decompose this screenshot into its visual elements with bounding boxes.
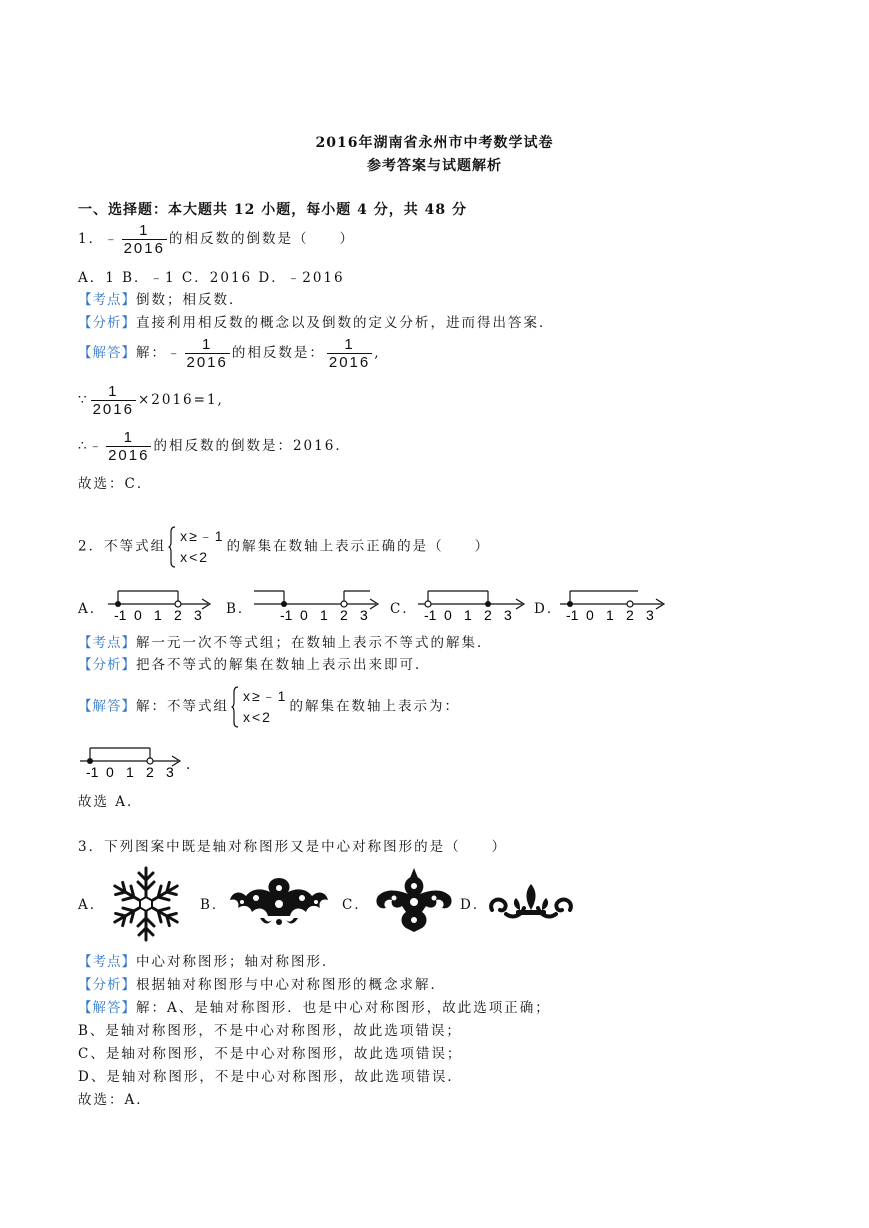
tick-label: 3 — [360, 607, 368, 623]
tick-label: 1 — [606, 607, 614, 623]
inequality-1: x≥﹣1 — [180, 528, 225, 544]
because-symbol: ∵ — [78, 392, 89, 408]
q1-fenxi — [78, 311, 555, 331]
left-brace-icon — [231, 686, 239, 728]
q1-fenxi-text: 直接利用相反数的概念以及倒数的定义分析，进而得出答案． — [136, 315, 555, 331]
q1-minus: ﹣ — [104, 231, 120, 247]
q2-label-b[interactable]: B． — [226, 601, 254, 617]
page-title: 2016年湖南省永州市中考数学试卷 — [315, 135, 554, 151]
q1-therefore — [78, 429, 351, 464]
tick-label: 0 — [300, 607, 308, 623]
fraction-denominator: 2016 — [92, 401, 134, 418]
tick-label: 3 — [504, 607, 512, 623]
q2-numberline-b[interactable] — [252, 586, 382, 624]
left-brace-icon — [168, 526, 176, 568]
q3-label-b[interactable]: B． — [200, 897, 228, 913]
q3-jieda-text: 解：A、是轴对称图形．也是中心对称图形，故此选项正确； — [136, 1000, 551, 1016]
kaodian-tag: 【考点】 — [78, 292, 136, 308]
q3-line-d: D、是轴对称图形，不是中心对称图形，故此选项错误． — [78, 1069, 463, 1085]
q2-numberline-a[interactable] — [106, 586, 214, 624]
q2-answer: 故选 A． — [78, 794, 143, 810]
tick-label: 2 — [626, 607, 634, 623]
section-heading: 一、选择题：本大题共 12 小题，每小题 4 分，共 48 分 — [78, 202, 467, 218]
tick-label: 2 — [174, 607, 182, 623]
q1-kaodian-text: 倒数；相反数． — [136, 292, 245, 308]
q2-numberline-d[interactable] — [558, 586, 670, 624]
jieda-tag: 【解答】 — [78, 1000, 136, 1016]
fenxi-tag: 【分析】 — [78, 315, 136, 331]
fraction-denominator: 2016 — [123, 240, 165, 257]
q1-fraction — [122, 222, 167, 257]
q2-jieda-prefix: 解：不等式组 — [136, 698, 229, 715]
q1-kaodian — [78, 288, 245, 308]
tick-label: -1 — [424, 607, 437, 623]
q2-label-c[interactable]: C． — [390, 601, 418, 617]
q2-stem-tail: 的解集在数轴上表示正确的是（ ） — [226, 538, 491, 555]
q3-fenxi — [78, 973, 446, 993]
tick-label: 0 — [444, 607, 452, 623]
tick-label: 2 — [340, 607, 348, 623]
jieda-tag: 【解答】 — [78, 345, 136, 361]
q2-jieda — [78, 686, 460, 728]
q1-because — [78, 383, 224, 418]
q3-label-c[interactable]: C． — [342, 897, 370, 913]
ornament-c-icon[interactable] — [370, 866, 458, 936]
tick-label: -1 — [114, 607, 127, 623]
q1-therefore-prefix: ∴﹣ — [78, 438, 105, 454]
q2-numberline-c[interactable] — [416, 586, 528, 624]
q2-period: . — [186, 757, 193, 773]
q1-number: 1． — [78, 231, 105, 247]
tick-label: 1 — [464, 607, 472, 623]
tick-label: 2 — [146, 764, 154, 780]
q2-kaodian-text: 解一元一次不等式组；在数轴上表示不等式的解集． — [136, 635, 493, 651]
tick-label: 0 — [134, 607, 142, 623]
q1-stem — [78, 222, 355, 257]
q1-answer: 故选：C． — [78, 476, 153, 492]
q1-jieda-mid: 的相反数是： — [231, 345, 325, 361]
q2-solution-numberline — [78, 743, 184, 781]
q2-label-d[interactable]: D． — [534, 601, 563, 617]
q3-line-c: C、是轴对称图形，不是中心对称图形，故此选项错误； — [78, 1046, 463, 1062]
fraction-numerator: 1 — [123, 429, 134, 446]
q3-line-b: B、是轴对称图形，不是中心对称图形，故此选项错误； — [78, 1023, 462, 1039]
q1-jieda-prefix: 解：﹣ — [136, 345, 183, 361]
tick-label: 1 — [126, 764, 134, 780]
q1-jieda-end: , — [374, 345, 381, 361]
q3-answer: 故选：A． — [78, 1092, 152, 1108]
q1-jieda-fraction-2 — [327, 336, 372, 371]
tick-label: 0 — [106, 764, 114, 780]
inequality-2: x<2 — [243, 709, 272, 725]
fraction-denominator: 2016 — [328, 354, 371, 371]
q1-jieda — [78, 336, 381, 371]
fraction-numerator: 1 — [344, 336, 355, 353]
tick-label: 1 — [154, 607, 162, 623]
tick-label: -1 — [280, 607, 293, 623]
q1-because-tail: ×2016=1, — [137, 392, 224, 408]
q3-label-a[interactable]: A． — [78, 897, 106, 913]
kaodian-tag: 【考点】 — [78, 954, 136, 970]
inequality-1: x≥﹣1 — [243, 688, 288, 704]
q3-stem: 3．下列图案中既是轴对称图形又是中心对称图形的是（ ） — [78, 839, 508, 855]
q3-jieda — [78, 996, 551, 1016]
q2-kaodian — [78, 631, 493, 651]
tick-label: 1 — [320, 607, 328, 623]
q1-jieda-fraction-1 — [185, 336, 230, 371]
q2-stem — [78, 526, 490, 568]
tick-label: 3 — [194, 607, 202, 623]
fraction-numerator: 1 — [108, 383, 119, 400]
tick-label: -1 — [86, 764, 99, 780]
fenxi-tag: 【分析】 — [78, 657, 136, 673]
q3-fenxi-text: 根据轴对称图形与中心对称图形的概念求解． — [136, 977, 446, 993]
page-subtitle: 参考答案与试题解析 — [367, 158, 502, 174]
q2-fenxi — [78, 653, 431, 673]
q1-therefore-fraction — [106, 429, 151, 464]
q2-label-a[interactable]: A． — [78, 601, 106, 617]
tick-label: 0 — [586, 607, 594, 623]
q3-kaodian — [78, 950, 338, 970]
fraction-denominator: 2016 — [186, 354, 228, 371]
q2-fenxi-text: 把各不等式的解集在数轴上表示出来即可． — [136, 657, 431, 673]
inequality-system — [168, 526, 224, 568]
kaodian-tag: 【考点】 — [78, 635, 136, 651]
tick-label: 3 — [166, 764, 174, 780]
inequality-system — [231, 686, 287, 728]
fraction-denominator: 2016 — [108, 447, 150, 464]
q2-number: 2．不等式组 — [78, 538, 167, 555]
q2-jieda-tail: 的解集在数轴上表示为： — [289, 698, 460, 715]
ornament-b-icon[interactable] — [226, 872, 332, 930]
jieda-tag: 【解答】 — [78, 698, 136, 715]
q3-label-d[interactable]: D． — [460, 897, 489, 913]
q1-because-fraction — [91, 383, 136, 418]
q1-therefore-tail: 的相反数的倒数是：2016． — [153, 438, 351, 454]
ornament-d-icon[interactable] — [486, 880, 576, 922]
q1-stem-tail: 的相反数的倒数是（ ） — [168, 231, 355, 247]
inequality-2: x<2 — [180, 549, 210, 565]
q3-kaodian-text: 中心对称图形；轴对称图形． — [136, 954, 338, 970]
fraction-numerator: 1 — [202, 336, 213, 353]
tick-label: 2 — [484, 607, 492, 623]
snowflake-pattern-icon[interactable] — [104, 864, 188, 944]
q1-options: A．1 B．﹣1 C．2016 D．﹣2016 — [78, 270, 345, 286]
tick-label: -1 — [566, 607, 579, 623]
fraction-numerator: 1 — [139, 222, 150, 239]
tick-label: 3 — [646, 607, 654, 623]
fenxi-tag: 【分析】 — [78, 977, 136, 993]
